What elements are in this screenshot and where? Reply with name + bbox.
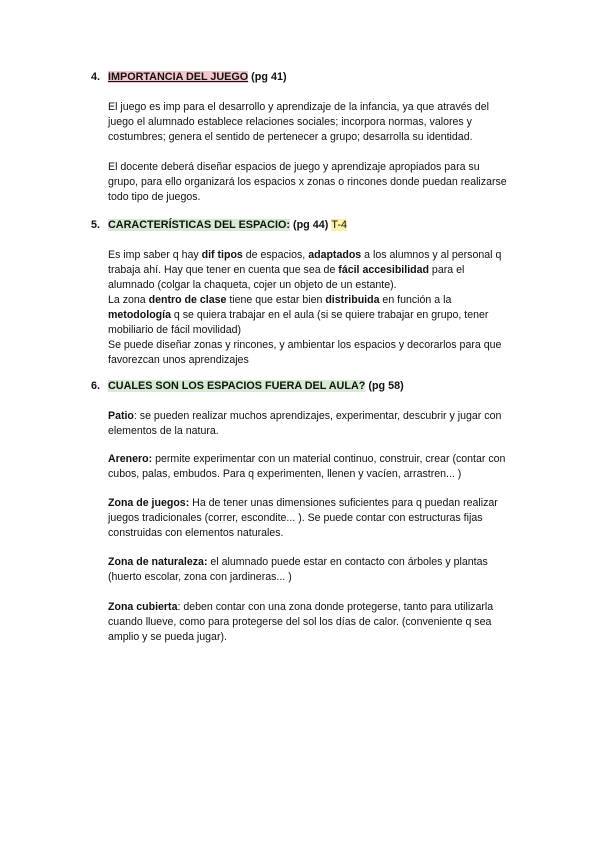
section-number: 5. — [91, 219, 101, 231]
page-ref: (pg 41) — [251, 71, 287, 83]
page-ref: (pg 44) — [292, 219, 329, 231]
text-line — [108, 248, 548, 263]
text-run: a los alumnos y al personal q — [361, 249, 502, 261]
text-run: permite experimentar con un material continuo, construir, crear (contar con — [152, 453, 506, 465]
item-label: Zona de juegos: — [108, 497, 190, 509]
text-line: grupo, para ello organizará los espacios x zonas o rincones donde puedan realizarse — [108, 176, 507, 188]
page-ref: (pg 58) — [368, 380, 404, 392]
text-line: cuando llueve, como para protegerse del sol los días de calor. (conveniente q sea — [108, 616, 492, 628]
bold-term: dentro de clase — [148, 294, 227, 306]
text-line: amplio y se pueda jugar). — [108, 631, 227, 643]
text-line — [108, 308, 548, 323]
section-4-heading — [91, 70, 287, 85]
section-number: 6. — [91, 380, 101, 392]
section-title: CARACTERÍSTICAS DEL ESPACIO: — [108, 219, 290, 231]
text-line: Se puede diseñar zonas y rincones, y ambientar los espacios y decorarlos para que — [108, 339, 502, 351]
text-run: el alumnado puede estar en contacto con árboles y plantas — [207, 556, 488, 568]
item-label: Zona cubierta — [108, 601, 178, 613]
text-run: de espacios, — [242, 249, 309, 261]
paragraph — [108, 100, 548, 145]
text-line: El docente deberá diseñar espacios de juego y aprendizaje apropiados para su — [108, 161, 480, 173]
section-title: IMPORTANCIA DEL JUEGO — [108, 71, 249, 83]
text-line: todo tipo de juegos. — [108, 191, 201, 203]
item-label: Arenero: — [108, 453, 153, 465]
text-run: : deben contar con una zona donde protegerse, tanto para utilizarla — [177, 601, 494, 613]
text-line: juegos tradicionales (correr, escondite... ). Se puede contar con estructuras fijas — [108, 512, 483, 524]
outdoor-space-item — [108, 555, 548, 585]
item-label: Zona de naturaleza: — [108, 556, 208, 568]
text-line — [108, 555, 548, 570]
outdoor-space-item — [108, 452, 548, 482]
bold-term: dif tipos — [201, 249, 243, 261]
text-line: (huerto escolar, zona con jardineras... ) — [108, 571, 292, 583]
text-line — [108, 600, 548, 615]
paragraph — [108, 248, 548, 368]
text-run: : se pueden realizar muchos aprendizajes, experimentar, descubrir y jugar con — [133, 410, 502, 422]
text-line: alumnado (colgar la chaqueta, cojer un objeto de un estante). — [108, 279, 397, 291]
text-run: tiene que estar bien — [226, 294, 326, 306]
bold-term: fácil accesibilidad — [338, 264, 429, 276]
section-6-heading — [91, 379, 404, 394]
text-run: en función a la — [379, 294, 452, 306]
text-run: La zona — [108, 294, 149, 306]
text-run: Ha de tener unas dimensiones suficientes para q puedan realizar — [189, 497, 498, 509]
text-line — [108, 496, 548, 511]
outdoor-space-item — [108, 600, 548, 645]
text-run: trabaja ahí. Hay que tener en cuenta que sea de — [108, 264, 339, 276]
text-run: para el — [428, 264, 465, 276]
section-title: CUALES SON LOS ESPACIOS FUERA DEL AULA? — [108, 380, 366, 392]
outdoor-space-item — [108, 409, 548, 439]
item-label: Patio — [108, 410, 134, 422]
text-line — [108, 409, 548, 424]
text-line: cubos, palas, embudos. Para q experimenten, llenen y vacíen, arrastren... ) — [108, 468, 462, 480]
section-number: 4. — [91, 71, 101, 83]
text-run: Es imp saber q hay — [108, 249, 202, 261]
text-line — [108, 452, 548, 467]
text-line — [108, 263, 548, 278]
text-line: favorezcan unos aprendizajes — [108, 354, 249, 366]
text-line: elementos de la natura. — [108, 425, 219, 437]
topic-tag: T-4 — [331, 219, 347, 231]
section-5-heading — [91, 218, 347, 233]
bold-term: metodología — [108, 309, 171, 321]
paragraph — [108, 160, 548, 205]
text-line: juego el alumnado establece relaciones sociales; incorpora normas, valores y — [108, 116, 472, 128]
bold-term: adaptados — [308, 249, 362, 261]
text-run: q se quiera trabajar en el aula (si se quiere trabajar en grupo, tener — [170, 309, 489, 321]
text-line: construidas con elementos naturales. — [108, 527, 284, 539]
text-line — [108, 293, 548, 308]
text-line: El juego es imp para el desarrollo y aprendizaje de la infancia, ya que através del — [108, 101, 490, 113]
text-line: costumbres; genera el sentido de pertenecer a grupo; desarrolla su identidad. — [108, 131, 473, 143]
text-line: mobiliario de fácil movilidad) — [108, 324, 242, 336]
bold-term: distribuida — [325, 294, 380, 306]
outdoor-space-item — [108, 496, 548, 541]
